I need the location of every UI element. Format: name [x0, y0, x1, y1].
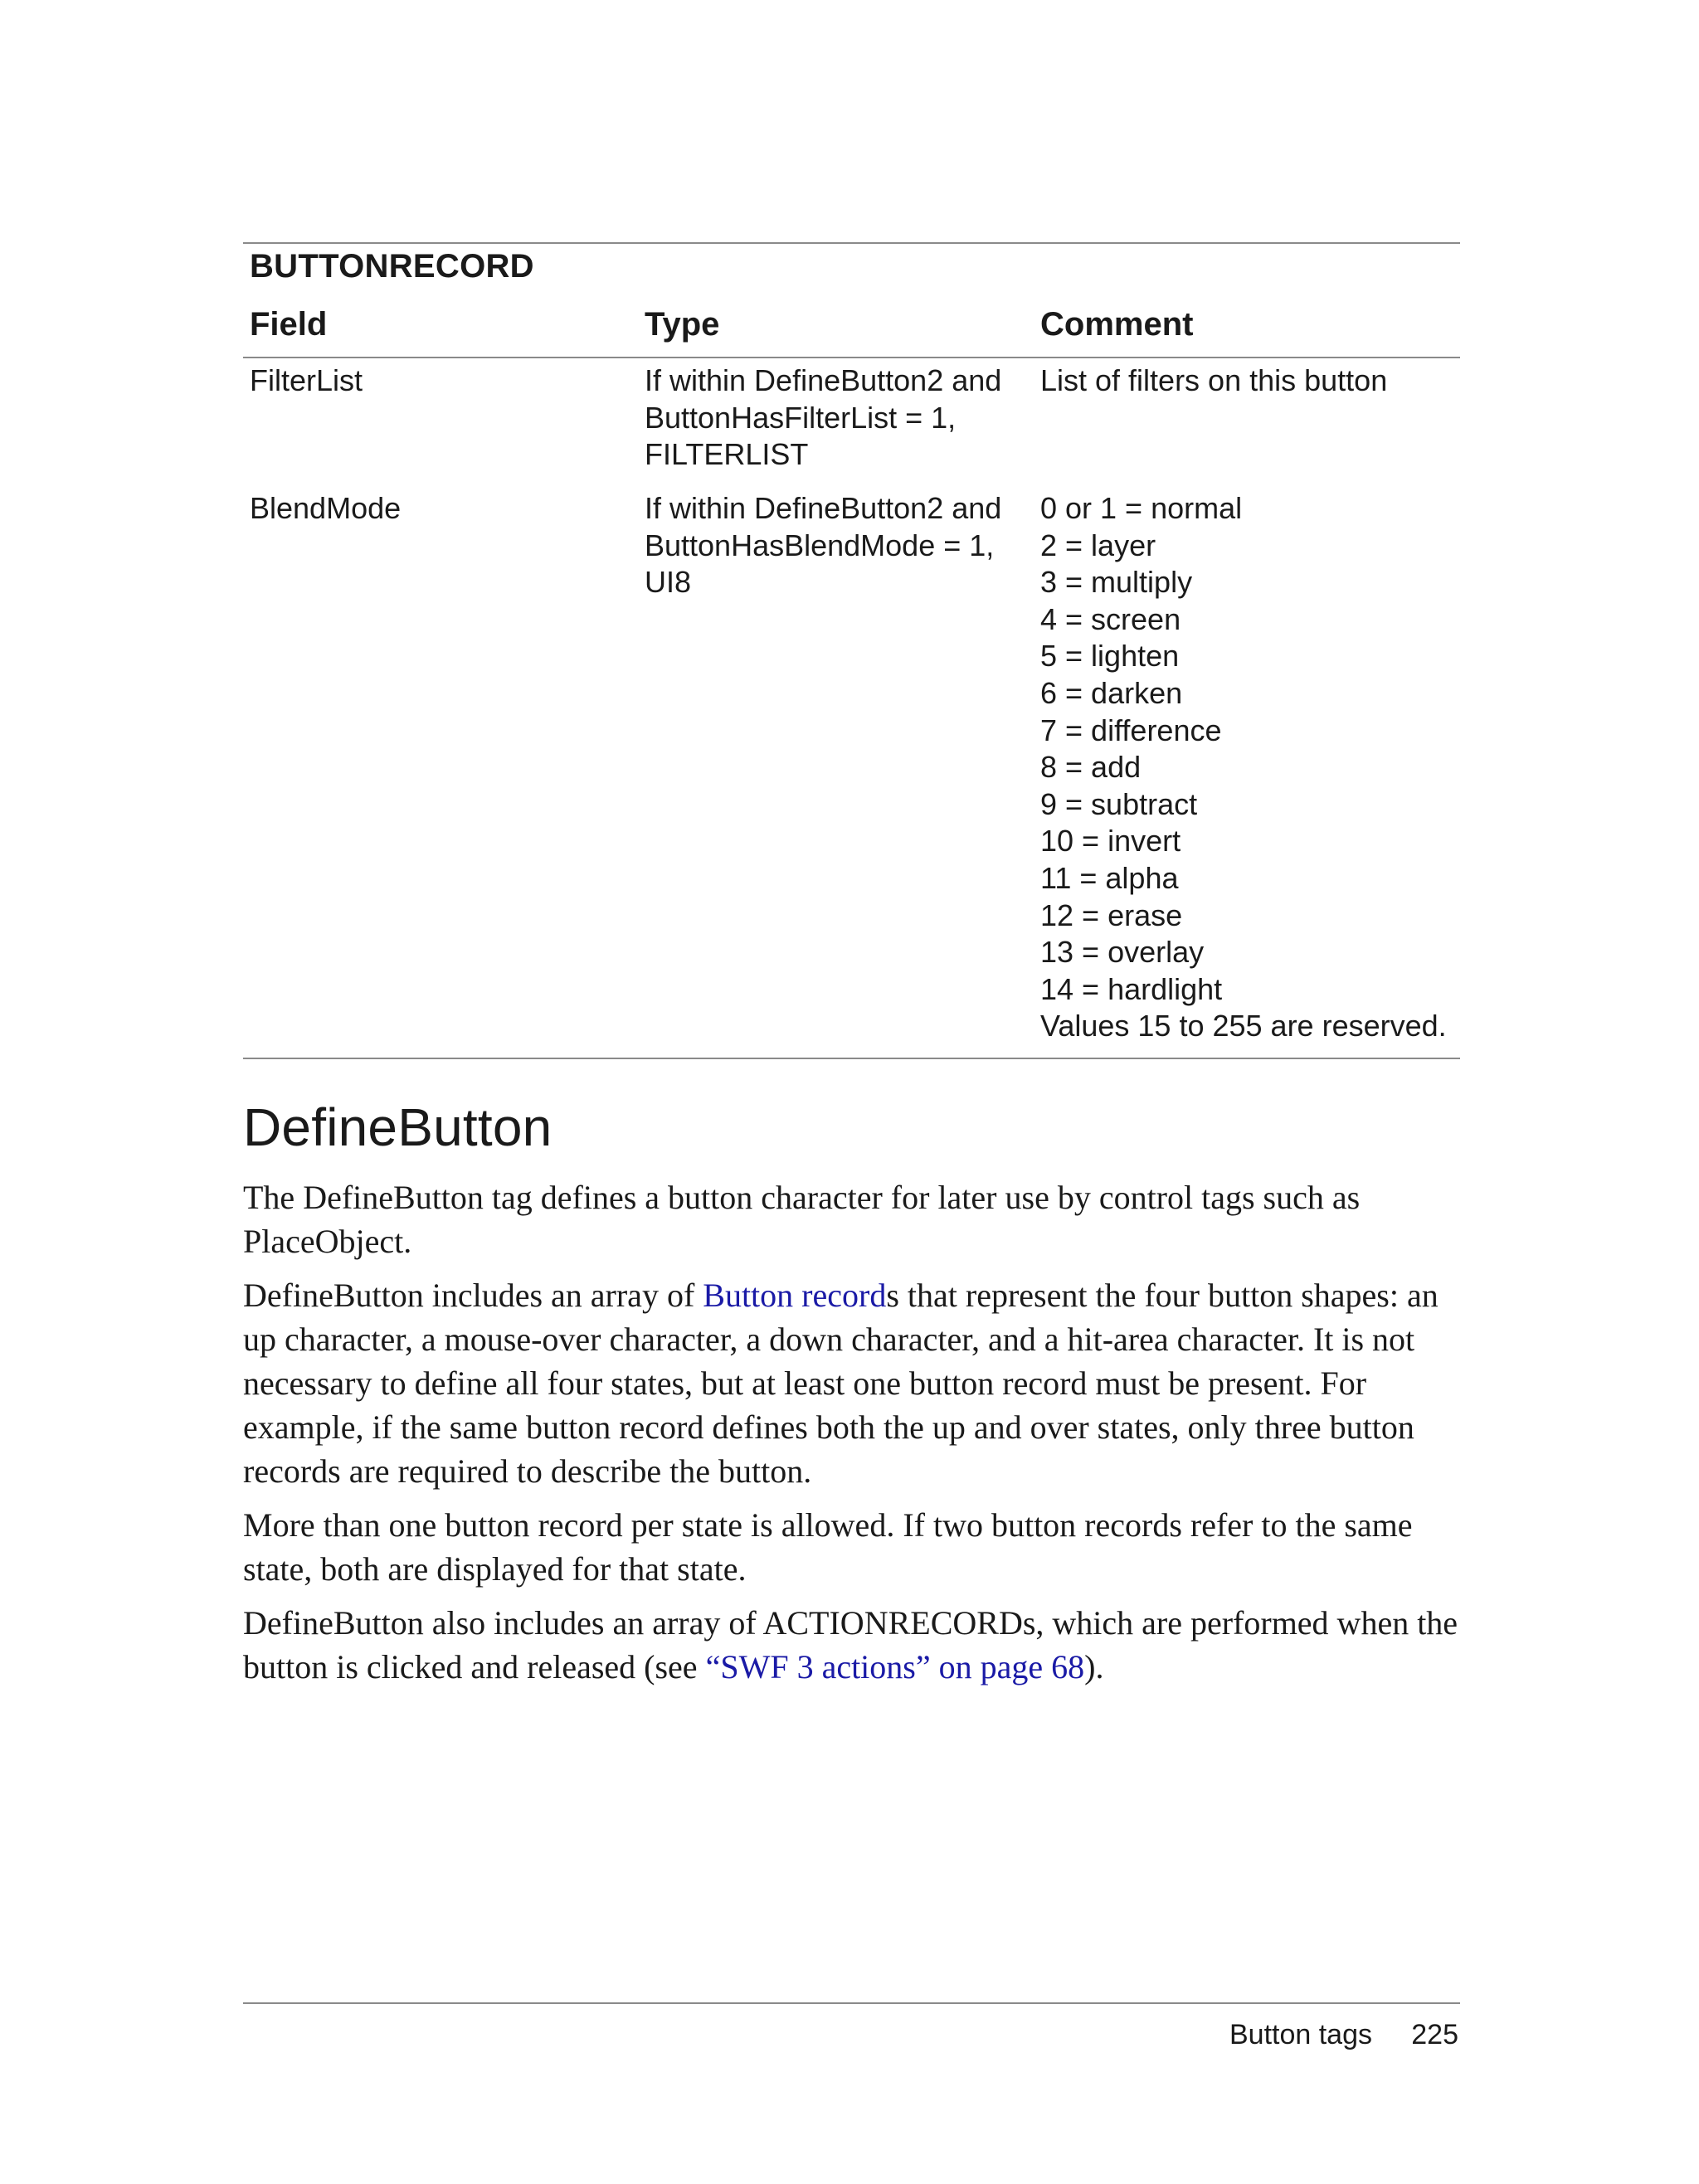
paragraph-text: ).	[1084, 1648, 1104, 1685]
cell-comment: 0 or 1 = normal 2 = layer 3 = multiply 4 = screen 5 = lighten 6 = darken 7 = difference 8 = add 9 = subtract 10 = invert 11 = alpha 12 = erase 13 = overlay 14 = hardlight Values 15 to 255 are reserved.	[1040, 491, 1447, 1043]
table-bottom-rule	[243, 1058, 1460, 1059]
body-paragraph: More than one button record per state is allowed. If two button records refer to the same state, both are displayed for that state.	[243, 1506, 1413, 1588]
document-page	[243, 0, 1460, 2184]
table-top-rule	[243, 242, 1460, 244]
section-heading: DefineButton	[243, 1097, 553, 1157]
cell-field: FilterList	[250, 363, 363, 397]
table-header-rule	[243, 357, 1460, 358]
page-number: 225	[1411, 2019, 1458, 2050]
swf3-actions-link[interactable]: “SWF 3 actions” on page 68	[705, 1648, 1085, 1685]
footer-rule	[243, 2002, 1460, 2004]
cell-type: If within DefineButton2 and ButtonHasFilterList = 1, FILTERLIST	[645, 363, 1002, 472]
body-paragraph	[243, 1601, 1467, 1689]
cell-type: If within DefineButton2 and ButtonHasBlendMode = 1, UI8	[645, 491, 1002, 600]
column-header-comment: Comment	[1040, 306, 1194, 343]
cell-comment: List of filters on this button	[1040, 363, 1388, 397]
column-header-type: Type	[645, 306, 720, 343]
cell-field: BlendMode	[250, 491, 402, 525]
table-title: BUTTONRECORD	[250, 248, 534, 285]
paragraph-text: DefineButton also includes an array of ACTIONRECORDs, which are performed when the button is clicked and released (see	[243, 1604, 1458, 1685]
body-paragraph: The DefineButton tag defines a button character for later use by control tags such as PlaceObject.	[243, 1179, 1361, 1260]
body-paragraph	[243, 1273, 1467, 1493]
footer-section-label: Button tags	[1229, 2019, 1372, 2050]
paragraph-text: s that represent the four button shapes: an up character, a mouse-over character, a down character, and a hit-area character. It is not necessary to define all four states, but at least one button record must be present. For example, if the same button record defines both the up and over states, only three button records are required to describe the button.	[243, 1277, 1439, 1490]
paragraph-text: DefineButton includes an array of	[243, 1277, 703, 1314]
button-record-link[interactable]: Button record	[703, 1277, 887, 1314]
column-header-field: Field	[250, 306, 328, 343]
